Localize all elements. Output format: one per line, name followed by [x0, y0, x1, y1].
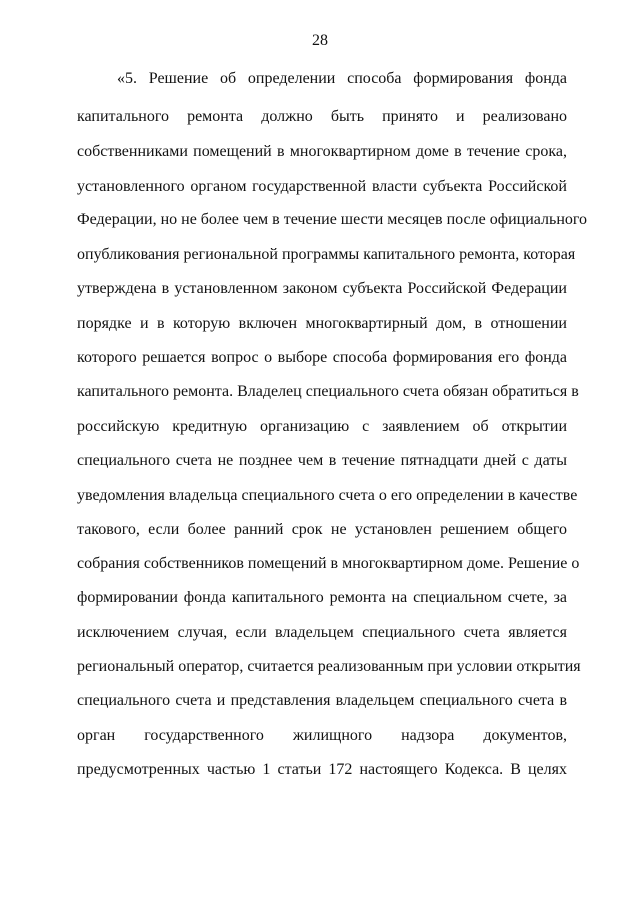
text-line: формировании фонда капитального ремонта на специальном счете, за — [77, 589, 567, 606]
text-line: опубликования региональной программы капитального ремонта, которая — [77, 246, 576, 263]
text-line: установленного органом государственной власти субъекта Российской — [77, 178, 567, 195]
text-line: порядке и в которую включен многоквартирный дом, в отношении — [77, 315, 567, 332]
text-line: исключением случая, если владельцем специального счета является — [77, 624, 567, 641]
page-number: 28 — [312, 32, 328, 49]
text-line: предусмотренных частью 1 статьи 172 настоящего Кодекса. В целях — [77, 761, 567, 778]
text-line: капитального ремонта должно быть принято и реализовано — [77, 108, 567, 125]
text-line: региональный оператор, считается реализованным при условии открытия — [77, 658, 581, 675]
text-line: которого решается вопрос о выборе способа формирования его фонда — [77, 349, 567, 366]
text-line: такового, если более ранний срок не установлен решением общего — [77, 521, 567, 538]
text-line: специального счета не позднее чем в течение пятнадцати дней с даты — [77, 452, 567, 469]
text-line: «5. Решение об определении способа формирования фонда — [117, 70, 567, 87]
text-line: орган государственного жилищного надзора документов, — [77, 727, 567, 744]
text-line: утверждена в установленном законом субъекта Российской Федерации — [77, 280, 567, 297]
text-line: специального счета и представления владельцем специального счета в — [77, 692, 567, 709]
text-line: капитального ремонта. Владелец специального счета обязан обратиться в — [77, 383, 579, 400]
text-line: собственниками помещений в многоквартирном доме в течение срока, — [77, 143, 567, 160]
text-line: собрания собственников помещений в многоквартирном доме. Решение о — [77, 555, 580, 572]
text-line: Федерации, но не более чем в течение шести месяцев после официального — [77, 211, 588, 228]
text-line: уведомления владельца специального счета о его определении в качестве — [77, 487, 578, 504]
text-line: российскую кредитную организацию с заявлением об открытии — [77, 418, 567, 435]
